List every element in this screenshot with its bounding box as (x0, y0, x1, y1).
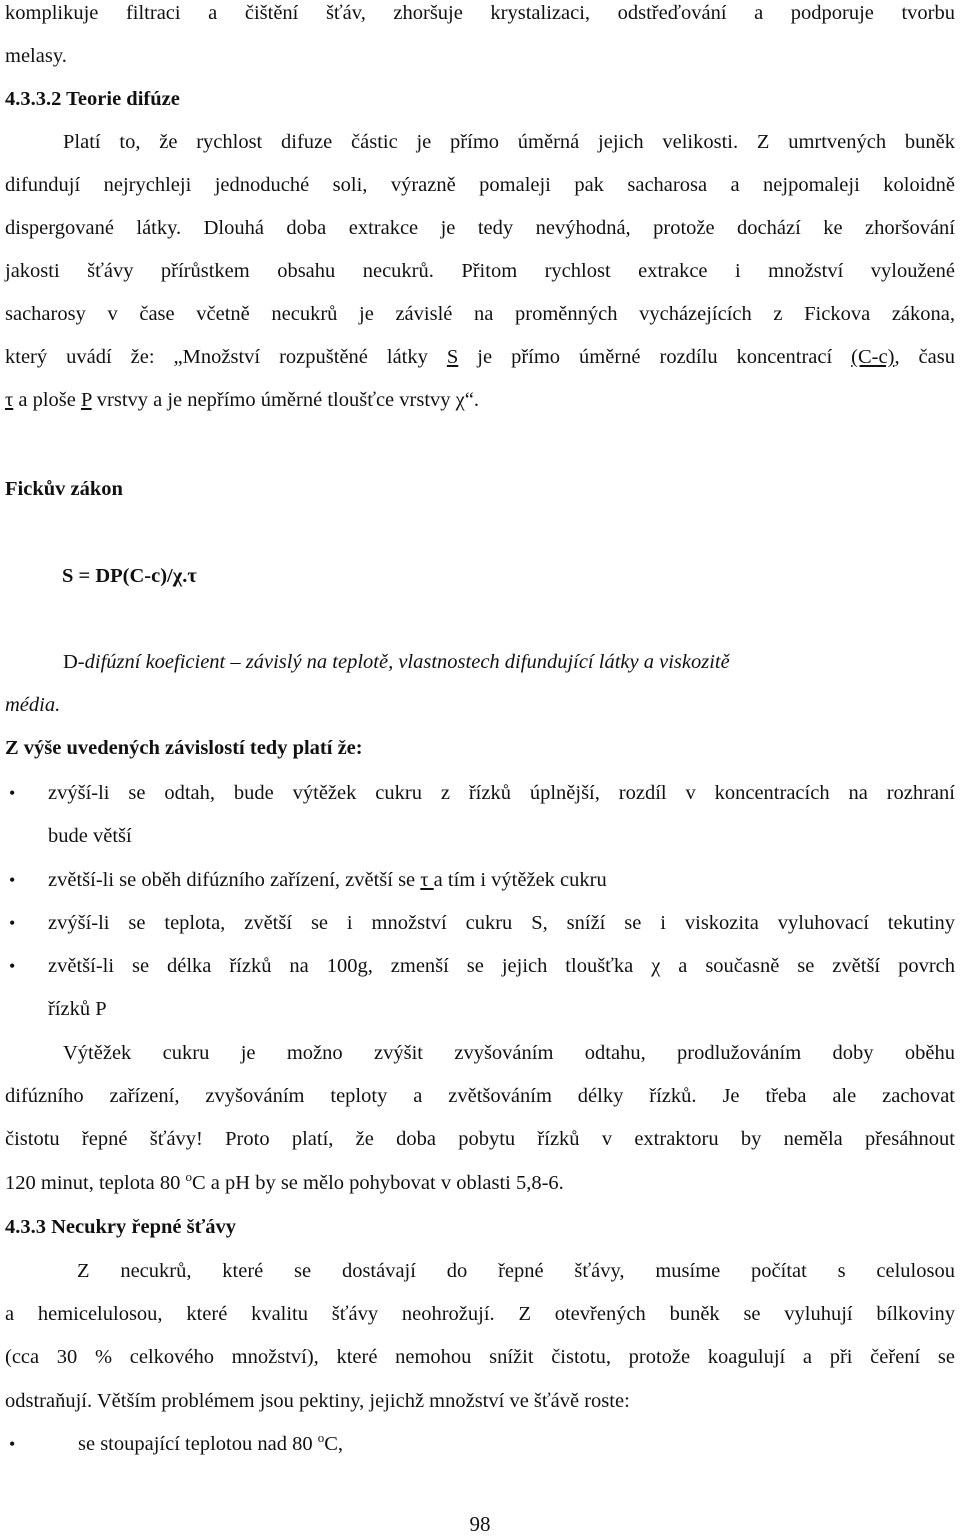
degree-sign: o (317, 1430, 325, 1445)
d-definition (63, 649, 955, 675)
noncuk-line-2: a hemicelulosou, které kvalitu šťávy neohrožují. Z otevřených buněk se vyluhují bílkoviny (5, 1303, 955, 1325)
theory-line-7 (5, 387, 955, 413)
symbol-P: P (81, 389, 92, 411)
text-span: , času (894, 346, 955, 368)
bullet-2 (48, 867, 955, 893)
bullet-1-line-1: zvýší-li se odtah, bude výtěžek cukru z řízků úplnější, rozdíl v koncentracích na rozhraní (48, 782, 955, 804)
bullet-glyph: • (9, 913, 16, 933)
ficks-formula: S = DP(C-c)/χ.τ (62, 565, 197, 587)
section-heading-4332: 4.3.3.2 Teorie difúze (5, 88, 180, 110)
yield-line-3: čistotu řepné šťávy! Proto platí, že doba pobytu řízků v extraktoru by neměla přesáhnout (5, 1128, 955, 1150)
bullet-glyph: • (9, 956, 16, 976)
text-span: vrstvy a je nepřímo úměrné tloušťce vrstvy χ“. (91, 389, 479, 411)
theory-line-1: Platí to, že rychlost difuze částic je přímo úměrná jejich velikosti. Z umrtvených buněk (63, 131, 955, 153)
text-span: se stoupající teplotou nad 80 (78, 1433, 318, 1455)
bullet-4-line-2: řízků P (48, 998, 107, 1020)
theory-line-3: dispergované látky. Dlouhá doba extrakce je tedy nevýhodná, protože dochází ke zhoršování (5, 217, 955, 239)
ficks-law-heading: Fickův zákon (5, 478, 123, 500)
section-heading-433: 4.3.3 Necukry řepné šťávy (5, 1216, 237, 1238)
symbol-S: S (446, 346, 459, 368)
text-span: D- (63, 651, 85, 673)
noncuk-line-4: odstraňují. Větším problémem jsou pektiny, jejichž množství ve šťávě roste: (5, 1390, 630, 1412)
theory-line-6 (5, 344, 955, 370)
text-span: C a pH by se mělo pohybovat v oblasti 5,8-6. (192, 1172, 564, 1194)
bullet-glyph: • (9, 783, 16, 803)
text-span: je přímo úměrné rozdílu koncentrací (458, 346, 852, 368)
text-span: který uvádí že: „Množství rozpuštěné látky (5, 346, 447, 368)
theory-line-5: sacharosy v čase včetně necukrů je závislé na proměnných vycházejících z Fickova zákona, (5, 303, 955, 325)
noncuk-line-3: (cca 30 % celkového množství), které nemohou snížit čistotu, protože koagulují a při čeření se (5, 1346, 955, 1368)
d-definition-text: difúzní koeficient – závislý na teplotě, vlastnostech difundující látky a viskozitě (84, 651, 730, 673)
therefore-heading: Z výše uvedených závislostí tedy platí že: (5, 737, 363, 759)
page-number: 98 (469, 1512, 491, 1536)
noncuk-line-1: Z necukrů, které se dostávají do řepné šťávy, musíme počítat s celulosou (77, 1260, 955, 1282)
last-bullet (78, 1431, 955, 1459)
text-span: a tím i výtěžek cukru (433, 869, 607, 891)
text-span: zvětší-li se oběh difúzního zařízení, zvětší se (48, 869, 421, 891)
theory-line-4: jakosti šťávy přírůstkem obsahu necukrů. Přitom rychlost extrakce i množství vyloužené (5, 260, 955, 282)
bullet-1-line-2: bude větší (48, 825, 132, 847)
text-span: 120 minut, teplota 80 (5, 1172, 186, 1194)
yield-line-1: Výtěžek cukru je možno zvýšit zvyšováním odtahu, prodlužováním doby oběhu (63, 1042, 955, 1064)
theory-line-2: difundují nejrychleji jednoduché soli, výrazně pomaleji pak sacharosa a nejpomaleji koloidně (5, 174, 955, 196)
text-span: C, (324, 1433, 344, 1455)
d-definition-cont: média. (5, 694, 61, 716)
yield-line-2: difúzního zařízení, zvyšováním teploty a zvětšováním délky řízků. Je třeba ale zachovat (5, 1085, 955, 1107)
symbol-concentration-difference: (C-c) (851, 346, 895, 368)
bullet-glyph: • (9, 1434, 16, 1454)
symbol-tau: τ (5, 389, 14, 411)
degree-sign: o (185, 1169, 192, 1184)
symbol-tau: τ (420, 869, 434, 891)
bullet-glyph: • (9, 870, 16, 890)
bullet-3: zvýší-li se teplota, zvětší se i množství cukru S, sníží se i viskozita vyluhovací tekutiny (48, 912, 955, 934)
intro-line-1: komplikuje filtraci a čištění šťáv, zhoršuje krystalizaci, odstřeďování a podporuje tvorbu (5, 2, 955, 24)
yield-line-4 (5, 1170, 955, 1198)
intro-line-2: melasy. (5, 45, 67, 67)
bullet-4-line-1: zvětší-li se délka řízků na 100g, zmenší se jejich tloušťka χ a současně se zvětší povrch (48, 955, 955, 977)
text-span: a ploše (13, 389, 81, 411)
